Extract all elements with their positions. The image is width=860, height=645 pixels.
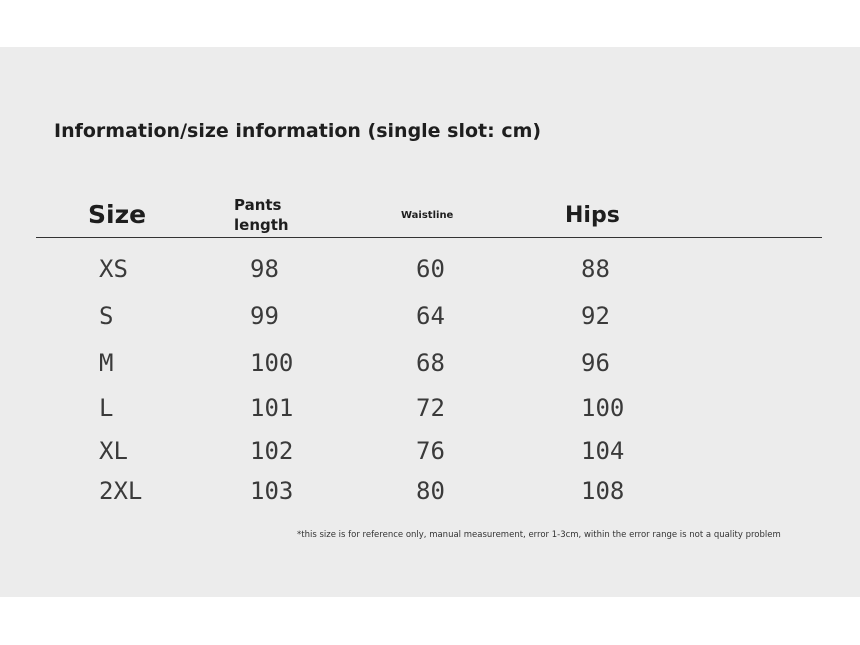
header-pants-line2: length xyxy=(234,216,289,234)
header-pants-line1: Pants xyxy=(234,196,282,214)
header-hips: Hips xyxy=(565,203,620,228)
size-cell: 2XL xyxy=(99,477,143,505)
table-row xyxy=(0,349,860,379)
waistline-cell: 68 xyxy=(416,349,445,377)
header-size: Size xyxy=(88,200,147,229)
waistline-cell: 60 xyxy=(416,255,445,283)
waistline-cell: 64 xyxy=(416,302,445,330)
pants-length-cell: 100 xyxy=(250,349,294,377)
header-waistline: Waistline xyxy=(401,210,454,221)
table-row xyxy=(0,477,860,507)
table-row xyxy=(0,437,860,467)
size-cell: S xyxy=(99,302,114,330)
pants-length-cell: 98 xyxy=(250,255,279,283)
hips-cell: 100 xyxy=(581,394,625,422)
pants-length-cell: 101 xyxy=(250,394,294,422)
hips-cell: 96 xyxy=(581,349,610,377)
waistline-cell: 80 xyxy=(416,477,445,505)
waistline-cell: 72 xyxy=(416,394,445,422)
pants-length-cell: 103 xyxy=(250,477,294,505)
page-title: Information/size information (single slot: cm) xyxy=(54,120,542,142)
size-cell: L xyxy=(99,394,114,422)
hips-cell: 108 xyxy=(581,477,625,505)
hips-cell: 88 xyxy=(581,255,610,283)
size-cell: XS xyxy=(99,255,128,283)
table-row xyxy=(0,394,860,424)
hips-cell: 92 xyxy=(581,302,610,330)
pants-length-cell: 102 xyxy=(250,437,294,465)
size-cell: M xyxy=(99,349,114,377)
header-pants-length xyxy=(234,195,289,235)
footnote: *this size is for reference only, manual measurement, error 1-3cm, within the error range is not a quality problem xyxy=(297,530,781,540)
pants-length-cell: 99 xyxy=(250,302,279,330)
size-cell: XL xyxy=(99,437,128,465)
waistline-cell: 76 xyxy=(416,437,445,465)
table-row xyxy=(0,255,860,285)
header-divider xyxy=(36,237,822,238)
table-row xyxy=(0,302,860,332)
hips-cell: 104 xyxy=(581,437,625,465)
